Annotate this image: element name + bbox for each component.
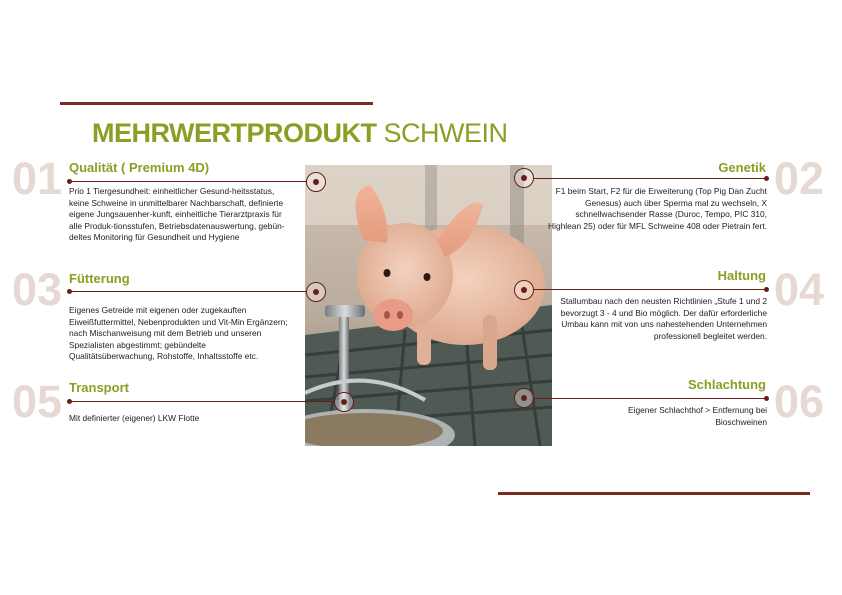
section-number-05: 05: [12, 376, 63, 427]
connector-line: [534, 398, 766, 399]
section-heading-quality: Qualität ( Premium 4D): [69, 160, 210, 175]
section-text-slaughter: Eigener Schlachthof > Entfernung bei Bioschweinen: [628, 405, 767, 427]
section-text-genetics: F1 beim Start, F2 für die Erweiterung (Top Pig Dan Zucht Genesus) auch über Sperma mal zu wechseln, X schnellwachsender Rasse (Duroc, Tempo, PIC 310, Highlean 25) oder für MFL Schweine 408 oder Pietrain fert.: [548, 186, 767, 231]
target-marker-icon: [514, 388, 534, 408]
top-rule: [60, 102, 373, 105]
connector-dot: [764, 176, 769, 181]
section-number-01: 01: [12, 153, 63, 204]
section-heading-feeding: Fütterung: [69, 271, 130, 286]
section-text-feeding: Eigenes Getreide mit eigenen oder zugekauften Eiweißfuttermittel, Nebenprodukten und Vit-Min Ergänzern; nach Mischanweisung mit dem Betrieb und unseren Spezialisten abgestimmt; gebündelte Qualitätsüberwachung, Rohstoffe, Inhaltsstoffe etc.: [69, 305, 288, 362]
connector-line: [70, 181, 307, 182]
section-number-06: 06: [774, 376, 825, 427]
title-part-1: MEHRWERTPRODUKT: [92, 118, 377, 148]
section-text-quality: Prio 1 Tiergesundheit: einheitlicher Gesund-heitsstatus, keine Schweine in unmittelbarer Nachbarschaft, definierte eigene Jungsauenher-kunft, einheitliche Tierarztpraxis für alle Produk-tionsstufen, Betriebsdatenauswertung, gebün-deltes Monitoring für Gesundheit und Hygiene: [69, 186, 285, 243]
section-heading-slaughter: Schlachtung: [687, 377, 766, 392]
connector-line: [70, 401, 335, 402]
bottom-rule: [498, 492, 810, 495]
connector-line: [70, 291, 307, 292]
target-marker-icon: [514, 280, 534, 300]
connector-dot: [764, 396, 769, 401]
target-marker-icon: [306, 282, 326, 302]
section-heading-housing: Haltung: [717, 268, 766, 283]
connector-line: [534, 289, 766, 290]
section-heading-transport: Transport: [69, 380, 129, 395]
section-number-03: 03: [12, 264, 63, 315]
connector-dot: [764, 287, 769, 292]
section-number-04: 04: [774, 264, 825, 315]
section-text-transport: Mit definierter (eigener) LKW Flotte: [69, 413, 200, 423]
target-marker-icon: [514, 168, 534, 188]
target-marker-icon: [306, 172, 326, 192]
target-marker-icon: [334, 392, 354, 412]
connector-line: [534, 178, 766, 179]
page-title: [92, 118, 508, 149]
section-number-02: 02: [774, 153, 825, 204]
section-heading-genetics: Genetik: [718, 160, 766, 175]
section-text-housing: Stallumbau nach den neusten Richtlinien „Stufe 1 und 2 bevorzugt 3 - 4 und Bio möglich. Der dafür erforderliche Umbau kann mit von uns nahestehenden Unternehmen professionell begleitet werden.: [560, 296, 767, 341]
title-part-2: SCHWEIN: [383, 118, 508, 148]
